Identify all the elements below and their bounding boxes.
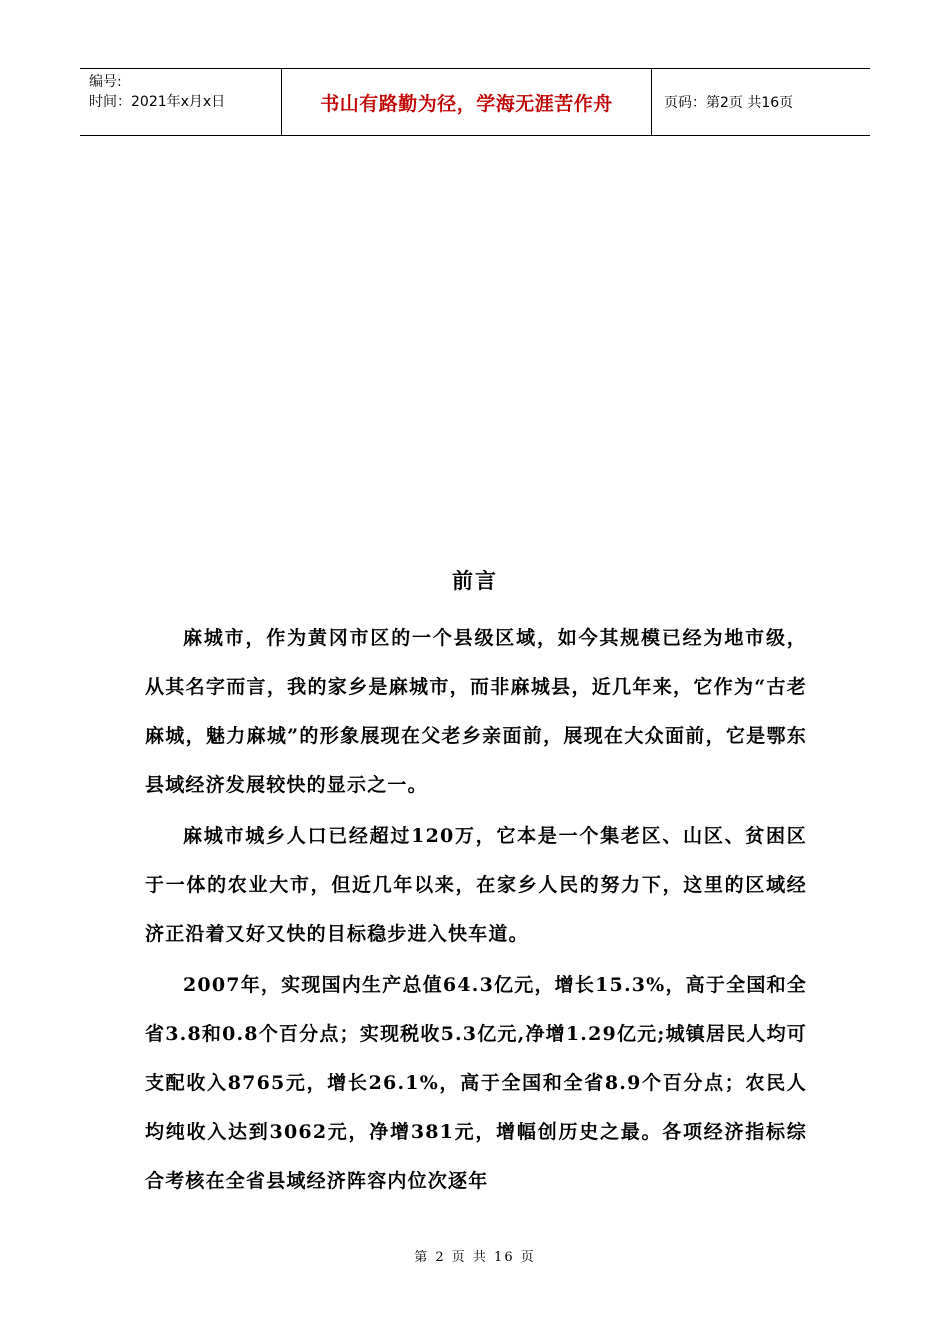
paragraph: 麻城市城乡人口已经超过120万，它本是一个集老区、山区、贫困区于一体的农业大市，但近几年以来，在家乡人民的努力下，这里的区域经济正沿着又好又快的目标稳步进入快车道。 <box>145 825 807 945</box>
document-title: 前言 <box>452 568 498 593</box>
paragraph: 麻城市，作为黄冈市区的一个县级区域，如今其规模已经为地市级，从其名字而言，我的家乡是麻城市，而非麻城县，近几年来，它作为“古老麻城，魅力麻城”的形象展现在父老乡亲面前，展现在大众面前，它是鄂东县域经济发展较快的显示之一。 <box>145 627 807 796</box>
page-footer: 第 2 页 共 16 页 <box>414 1250 536 1265</box>
time-label: 时间：2021年x月x日 <box>89 94 226 110</box>
header-motto: 书山有路勤为径，学海无涯苦作舟 <box>281 69 652 135</box>
number-label: 编号: <box>89 74 122 90</box>
document-body <box>145 614 807 1208</box>
header-page-info: 页码：第2页 共16页 <box>664 95 794 111</box>
header-meta <box>80 69 281 135</box>
paragraph: 2007年，实现国内生产总值64.3亿元，增长15.3%，高于全国和全省3.8和0.8个百分点；实现税收5.3亿元,净增1.29亿元;城镇居民人均可支配收入8765元，增长26.1%，高于全国和全省8.9个百分点；农民人均纯收入达到3062元，净增381元，增幅创历史之最。各项经济指标综合考核在全省县域经济阵容内位次逐年 <box>145 974 807 1192</box>
page-header <box>80 68 870 136</box>
